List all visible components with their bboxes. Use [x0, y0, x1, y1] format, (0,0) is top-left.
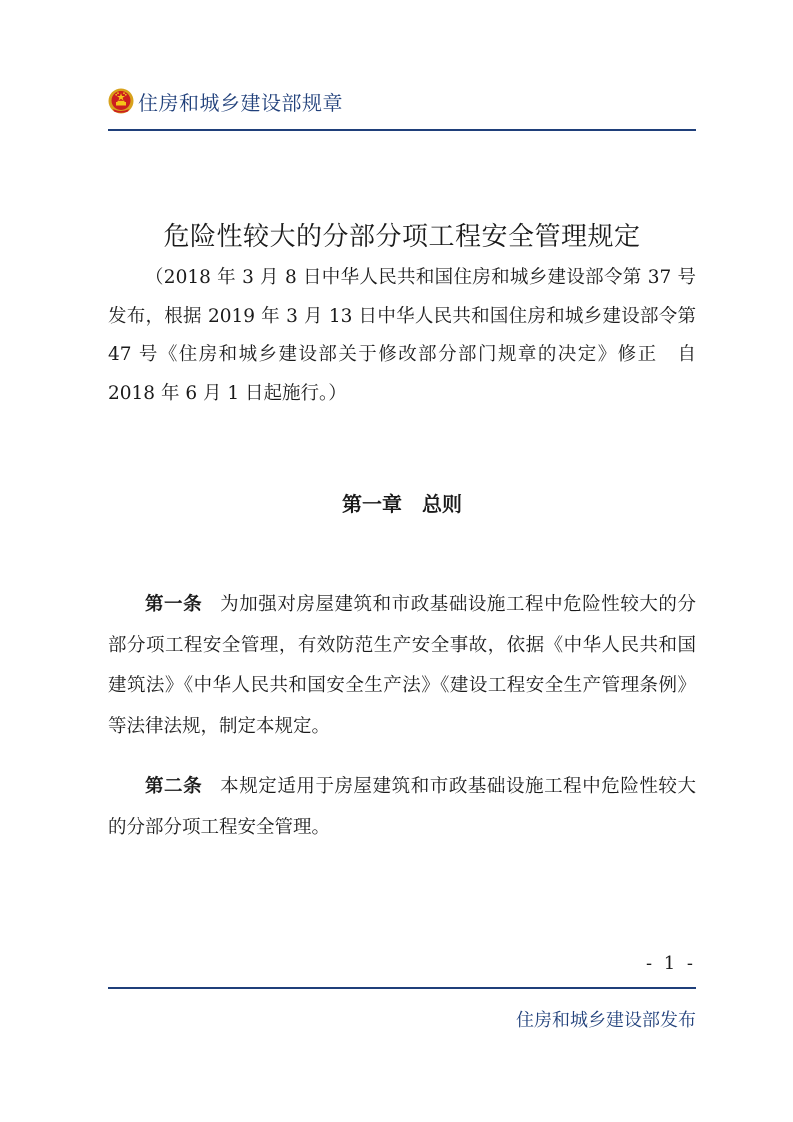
article-1	[108, 585, 696, 747]
document-intro: （2018 年 3 月 8 日中华人民共和国住房和城乡建设部令第 37 号发布，根据 2019 年 3 月 13 日中华人民共和国住房和城乡建设部令第 47 号《住房和城乡建设部关于修改部分部门规章的决定》修正 自 2018 年 6 月 1 日起施行。）	[108, 267, 696, 404]
national-emblem-icon	[108, 88, 134, 114]
page-header	[108, 86, 696, 116]
article-2-text: 本规定适用于房屋建筑和市政基础设施工程中危险性较大的分部分项工程安全管理。	[108, 776, 696, 838]
article-1-label: 第一条	[145, 594, 203, 615]
article-1-text: 为加强对房屋建筑和市政基础设施工程中危险性较大的分部分项工程安全管理，有效防范生产安全事故，依据《中华人民共和国建筑法》《中华人民共和国安全生产法》《建设工程安全生产管理条例》等法律法规，制定本规定。	[108, 594, 696, 737]
footer-publisher: 住房和城乡建设部发布	[516, 1010, 696, 1031]
article-2	[108, 767, 696, 848]
document-title: 危险性较大的分部分项工程安全管理规定	[163, 222, 641, 252]
header-divider	[108, 129, 696, 131]
chapter-heading: 第一章 总则	[342, 492, 462, 516]
header-title: 住房和城乡建设部规章	[138, 90, 343, 115]
article-2-label: 第二条	[145, 776, 203, 797]
footer-divider	[108, 987, 696, 989]
page-number: - 1 -	[645, 953, 696, 974]
